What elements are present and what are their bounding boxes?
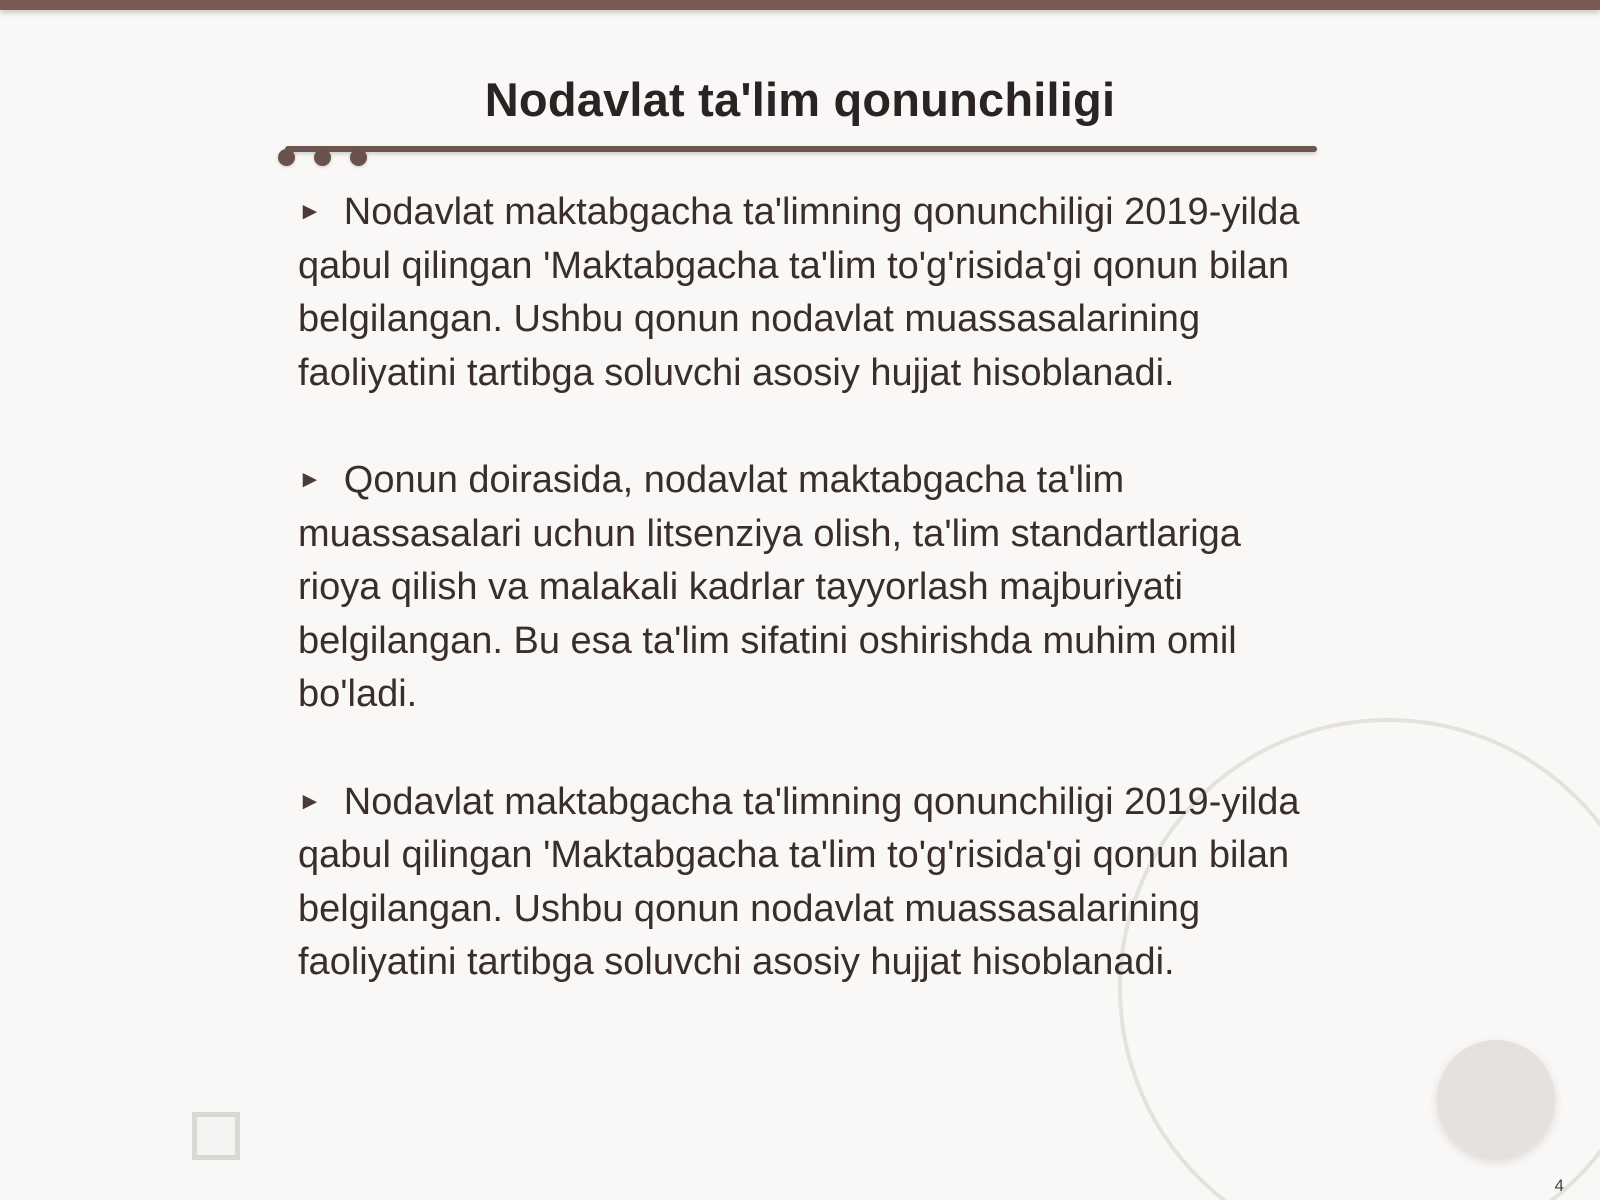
paragraph-text: Qonun doirasida, nodavlat maktabgacha ta'lim muassasalari uchun litsenziya olish, ta'lim standartlariga rioya qilish va malakali kadrlar tayyorlash majburiyati belgilangan. Bu esa ta'lim sifatini oshirishda muhim omil bo'ladi. (298, 459, 1241, 715)
slide-content (298, 185, 1308, 1043)
paragraph-text: Nodavlat maktabgacha ta'limning qonunchiligi 2019-yilda qabul qilingan 'Maktabgacha ta'lim to'g'risida'gi qonun bilan belgilangan. Ushbu qonun nodavlat muassasalarining faoliyatini tartibga soluvchi asosiy hujjat hisoblanadi. (298, 191, 1300, 394)
underline-dot (314, 149, 331, 166)
decorative-circle (1437, 1040, 1555, 1158)
page-number: 4 (1554, 1176, 1564, 1195)
bullet-paragraph (298, 775, 1308, 990)
bullet-paragraph (298, 185, 1308, 400)
bullet-arrow-icon: ► (298, 198, 322, 225)
underline-dot (278, 149, 295, 166)
decorative-square (192, 1112, 240, 1160)
bullet-paragraph (298, 453, 1308, 722)
bullet-arrow-icon: ► (298, 466, 322, 493)
underline-dot (350, 149, 367, 166)
title-underline (285, 146, 1317, 152)
bullet-arrow-icon: ► (298, 787, 322, 815)
slide-title: Nodavlat ta'lim qonunchiligi (484, 73, 1116, 126)
paragraph-text: Nodavlat maktabgacha ta'limning qonunchiligi 2019-yilda qabul qilingan 'Maktabgacha ta'lim to'g'risida'gi qonun bilan belgilangan. Ushbu qonun nodavlat muassasalarining faoliyatini tartibga soluvchi asosiy hujjat hisoblanadi. (298, 780, 1300, 983)
top-accent-bar (0, 0, 1600, 10)
